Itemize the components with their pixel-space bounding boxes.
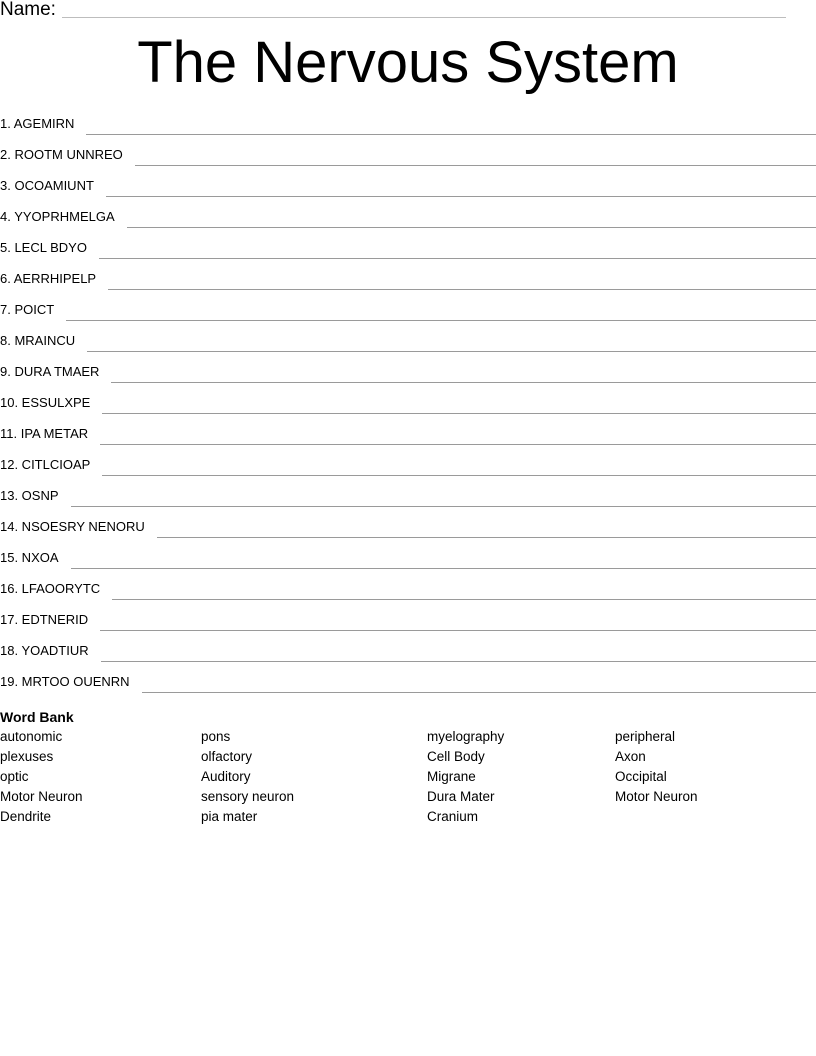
word-bank-item: autonomic xyxy=(0,729,63,744)
question-row xyxy=(0,391,816,411)
word-bank-item: Occipital xyxy=(615,769,667,784)
answer-line[interactable] xyxy=(100,629,816,631)
answer-line[interactable] xyxy=(157,536,816,538)
answer-line[interactable] xyxy=(100,443,816,445)
word-bank-item: Axon xyxy=(615,749,646,764)
scrambled-word: 5. LECL BDYO xyxy=(0,240,87,255)
word-bank-item: Migrane xyxy=(427,769,476,784)
question-row xyxy=(0,422,816,442)
question-row xyxy=(0,515,816,535)
answer-line[interactable] xyxy=(99,257,816,259)
word-bank-item: myelography xyxy=(427,729,505,744)
scrambled-word: 3. OCOAMIUNT xyxy=(0,178,94,193)
question-row xyxy=(0,670,816,690)
scrambled-word: 7. POICT xyxy=(0,302,55,317)
question-row xyxy=(0,484,816,504)
scrambled-word: 13. OSNP xyxy=(0,488,59,503)
question-row xyxy=(0,329,816,349)
word-bank-item: Auditory xyxy=(201,769,251,784)
word-bank-item: peripheral xyxy=(615,729,676,744)
question-row xyxy=(0,112,816,132)
scrambled-word: 16. LFAOORYTC xyxy=(0,581,101,596)
answer-line[interactable] xyxy=(86,133,816,135)
word-bank-item: pia mater xyxy=(201,809,258,824)
answer-line[interactable] xyxy=(66,319,816,321)
answer-line[interactable] xyxy=(127,226,816,228)
answer-line[interactable] xyxy=(101,660,816,662)
word-bank-item: Motor Neuron xyxy=(0,789,83,804)
answer-line[interactable] xyxy=(108,288,816,290)
answer-line[interactable] xyxy=(135,164,816,166)
scrambled-word: 15. NXOA xyxy=(0,550,59,565)
answer-line[interactable] xyxy=(106,195,816,197)
question-row xyxy=(0,577,816,597)
question-row xyxy=(0,639,816,659)
answer-line[interactable] xyxy=(112,598,816,600)
answer-line[interactable] xyxy=(87,350,816,352)
word-bank-item: Cranium xyxy=(427,809,479,824)
question-row xyxy=(0,236,816,256)
scrambled-word: 2. ROOTM UNNREO xyxy=(0,147,123,162)
question-row xyxy=(0,546,816,566)
scrambled-word: 10. ESSULXPE xyxy=(0,395,91,410)
question-row xyxy=(0,143,816,163)
question-row xyxy=(0,205,816,225)
word-bank-item: Motor Neuron xyxy=(615,789,698,804)
answer-line[interactable] xyxy=(102,474,816,476)
scrambled-word: 11. IPA METAR xyxy=(0,426,89,441)
answer-line[interactable] xyxy=(111,381,816,383)
word-bank-item: sensory neuron xyxy=(201,789,295,804)
page-title: The Nervous System xyxy=(137,30,679,95)
scrambled-word: 9. DURA TMAER xyxy=(0,364,100,379)
word-bank-item: olfactory xyxy=(201,749,253,764)
scrambled-word: 8. MRAINCU xyxy=(0,333,76,348)
scrambled-word: 6. AERRHIPELP xyxy=(0,271,97,286)
answer-line[interactable] xyxy=(71,567,816,569)
question-row xyxy=(0,608,816,628)
question-row xyxy=(0,298,816,318)
scrambled-word: 19. MRTOO OUENRN xyxy=(0,674,130,689)
question-row xyxy=(0,174,816,194)
name-answer-line[interactable] xyxy=(62,17,786,18)
name-label: Name: xyxy=(0,0,56,20)
answer-line[interactable] xyxy=(71,505,816,507)
word-bank-item: pons xyxy=(201,729,231,744)
question-row xyxy=(0,267,816,287)
scrambled-word: 17. EDTNERID xyxy=(0,612,89,627)
question-row xyxy=(0,360,816,380)
word-bank-item: Dendrite xyxy=(0,809,52,824)
scrambled-word: 4. YYOPRHMELGA xyxy=(0,209,115,224)
scrambled-word: 1. AGEMIRN xyxy=(0,116,75,131)
word-bank-item: Cell Body xyxy=(427,749,485,764)
word-bank-item: optic xyxy=(0,769,29,784)
answer-line[interactable] xyxy=(102,412,816,414)
name-field-row xyxy=(0,0,790,22)
word-bank-item: plexuses xyxy=(0,749,54,764)
question-row xyxy=(0,453,816,473)
word-bank-item: Dura Mater xyxy=(427,789,495,804)
answer-line[interactable] xyxy=(142,691,816,693)
scrambled-word: 18. YOADTIUR xyxy=(0,643,89,658)
word-bank-title: Word Bank xyxy=(0,709,74,725)
scrambled-word: 12. CITLCIOAP xyxy=(0,457,91,472)
scrambled-word: 14. NSOESRY NENORU xyxy=(0,519,145,534)
